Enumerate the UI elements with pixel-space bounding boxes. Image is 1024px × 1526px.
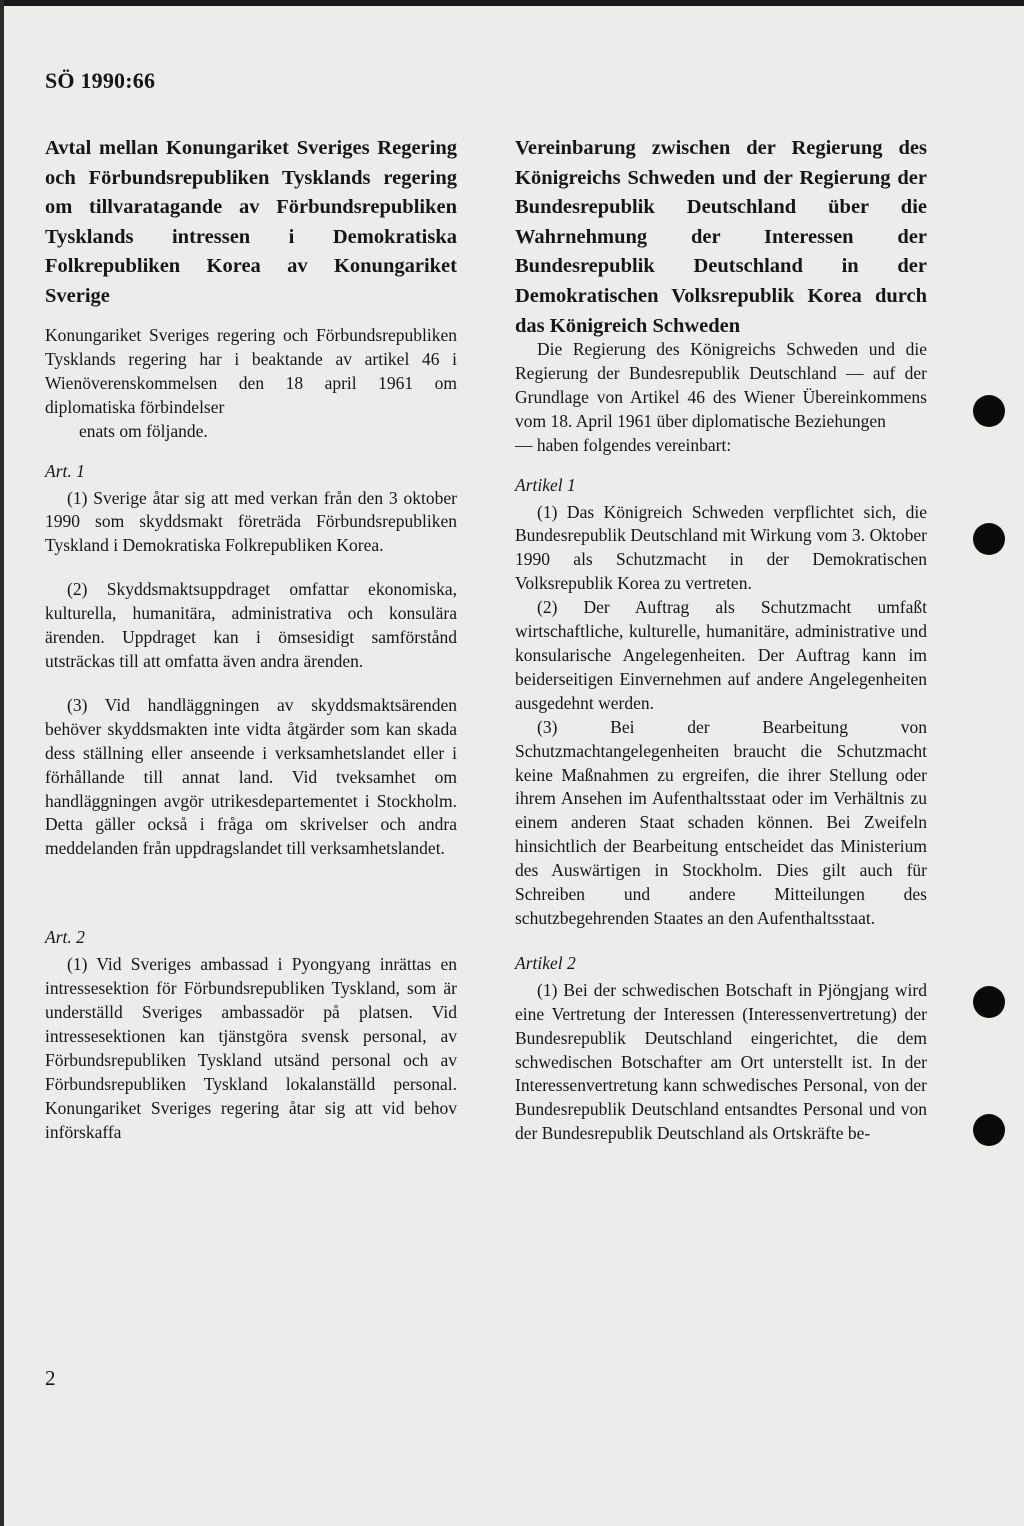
scan-border-left — [0, 0, 4, 1526]
swedish-title: Avtal mellan Konungariket Sveriges Regering och Förbundsrepubliken Tysklands regering om tillvaratagande av Förbundsrepubliken Tysklands intressen i Demokratiska Folkrepubliken Korea av Konungariket Sverige — [45, 137, 457, 307]
page-number: 2 — [45, 1366, 56, 1390]
swedish-art2-heading: Art. 2 — [45, 927, 85, 948]
punch-hole-1 — [973, 395, 1005, 427]
swedish-column — [45, 134, 457, 1144]
scan-border-top — [0, 0, 1024, 6]
punch-hole-2 — [973, 523, 1005, 555]
punch-hole-3 — [973, 986, 1005, 1018]
document-reference: SÖ 1990:66 — [45, 68, 156, 93]
swedish-art2-p1: (1) Vid Sveriges ambassad i Pyongyang inrättas en intressesektion för Förbundsrepubliken Tyskland, som är underställd Sveriges ambassadör på platsen. Vid intressesektionen kan tjänstgöra svensk personal, av Förbundsrepubliken Tyskland utsänd personal och av Förbundsrepubliken Tyskland lokalanställd personal. Konungariket Sveriges regering åtar sig att vid behov införskaffa — [45, 954, 457, 1142]
german-art1-p2: (2) Der Auftrag als Schutzmacht umfaßt wirtschaftliche, kulturelle, humanitäre, administrative und konsularische Angelegenheiten. Der Auftrag kann im beiderseitigen Einvernehmen auf andere Angelegenheiten ausgedehnt werden. — [515, 597, 927, 713]
german-art2-p1: (1) Bei der schwedischen Botschaft in Pjöngjang wird eine Vertretung der Interessen (Interessenvertretung) der Bundesrepublik Deutschland eingerichtet, die dem schwedischen Botschafter am Ort unterstellt ist. In der Interessenvertretung kann schwedisches Personal, von der Bundesrepublik Deutschland entsandtes Personal und von der Bundesrepublik Deutschland als Ortskräfte be- — [515, 979, 927, 1144]
swedish-preamble: Konungariket Sveriges regering och Förbundsrepubliken Tysklands regering har i beaktande av artikel 46 i Wienöverenskommelsen den 18 april 1961 om diplomatiska förbindelser — [45, 325, 457, 417]
german-art1-p1: (1) Das Königreich Schweden verpflichtet sich, die Bundesrepublik Deutschland mit Wirkung vom 3. Oktober 1990 als Schutzmacht in der Demokratischen Volksrepublik Korea zu vertreten. — [515, 501, 927, 594]
swedish-preamble-end: enats om följande. — [79, 420, 208, 441]
german-art2-heading: Artikel 2 — [515, 952, 576, 973]
swedish-art1-heading: Art. 1 — [45, 460, 85, 481]
swedish-art1-p1: (1) Sverige åtar sig att med verkan från den 3 oktober 1990 som skyddsmakt företräda Förbundsrepubliken Tyskland i Demokratiska Folkrepubliken Korea. — [45, 487, 457, 556]
german-title: Vereinbarung zwischen der Regierung des Königreichs Schweden und der Regierung der Bundesrepublik Deutschland über die Wahrnehmung der Interessen der Bundesrepublik Deutschland in der Demokratischen Volksrepublik Korea durch das Königreich Schweden — [515, 137, 927, 337]
german-art1-p3: (3) Bei der Bearbeitung von Schutzmachtangelegenheiten braucht die Schutzmacht keine Maßnahmen zu ergreifen, die ihrer Stellung oder ihrem Ansehen im Aufenthaltsstaat oder im Verhältnis zu einem anderen Staat schaden können. Bei Zweifeln hinsichtlich der Bearbeitung entscheidet das Ministerium des Auswärtigen in Stockholm. Dies gilt auch für Schreiben und andere Mitteilungen des schutzbegehrenden Staates an den Aufenthaltsstaat. — [515, 716, 927, 928]
german-preamble: Die Regierung des Königreichs Schweden und die Regierung der Bundesrepublik Deutschland — auf der Grundlage von Artikel 46 des Wiener Übereinkommens vom 18. April 1961 über diplomatische Beziehungen — [515, 339, 927, 431]
german-column — [515, 134, 927, 1146]
german-art1-heading: Artikel 1 — [515, 474, 576, 495]
swedish-art1-p2: (2) Skyddsmaktsuppdraget omfattar ekonomiska, kulturella, humanitära, administrativa och konsulära ärenden. Uppdraget kan i ömsesidigt samförstånd utsträckas till att omfatta även andra ärenden. — [45, 579, 457, 671]
swedish-art1-p3: (3) Vid handläggningen av skyddsmaktsärenden behöver skyddsmakten inte vidta åtgärder som kan skada dess ställning eller anseende i verksamhetslandet eller i förhållande till annat land. Vid tveksamhet om handläggningen avgör utrikesdepartementet i Stockholm. Detta gäller också i fråga om skrivelser och andra meddelanden från uppdragslandet till verksamhetslandet. — [45, 694, 457, 859]
punch-hole-4 — [973, 1114, 1005, 1146]
german-preamble-end: — haben folgendes vereinbart: — [515, 434, 732, 455]
